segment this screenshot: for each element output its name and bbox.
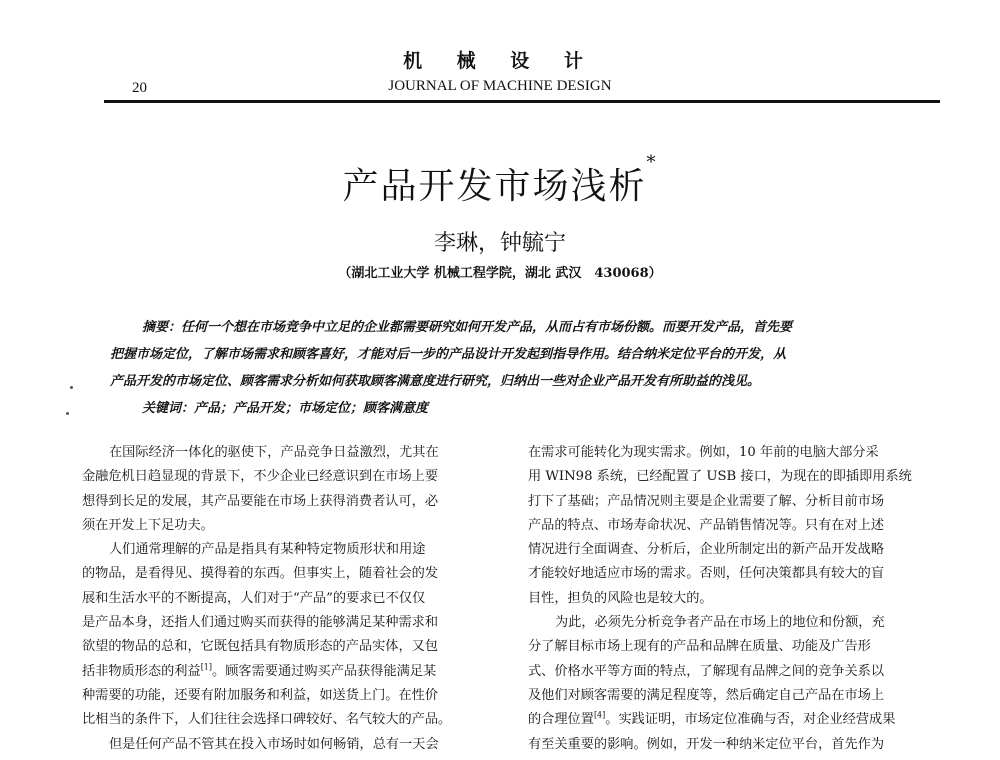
abstract-line: 摘要：任何一个想在市场竞争中立足的企业都需要研究如何开发产品，从而占有市场份额。而要开发产品，首先要 [142,320,793,335]
text-line: 打下了基础；产品情况则主要是企业需要了解、分析目前市场 [528,493,885,509]
text-line: 产品的特点、市场寿命状况、产品销售情况等。只有在对上述 [528,517,885,533]
text-line: 才能较好地适应市场的需求。否则，任何决策都具有较大的盲 [528,566,885,582]
header-rule [104,100,940,103]
body-column-right [528,441,912,757]
text-line: 式、价格水平等方面的特点，了解现有品牌之间的竞争关系以 [528,663,885,679]
abstract-line: 把握市场定位，了解市场需求和顾客喜好，才能对后一步的产品设计开发起到指导作用。结合纳米定位平台的开发，从 [110,347,787,362]
article-title [0,152,1000,209]
text-line: 用 WIN98 系统，已经配置了 USB 接口，为现在的即插即用系统 [528,469,912,485]
text-line: 须在开发上下足功夫。 [82,517,214,533]
text-line: 目性，担负的风险也是较大的。 [528,590,713,606]
page-number: 20 [132,80,147,96]
text-line [82,660,451,684]
text-line: 比相当的条件下，人们往往会选择口碑较好、名气较大的产品。 [82,712,452,728]
text-span: 。实践证明，市场定位准确与否，对企业经营成果 [605,712,896,728]
body-column-left [82,441,451,757]
text-line: 分了解目标市场上现有的产品和品牌在质量、功能及广告形 [528,639,871,655]
journal-name-english: JOURNAL OF MACHINE DESIGN [388,78,612,94]
abstract-line: 产品开发的市场定位、顾客需求分析如何获取顾客满意度进行研究，归纳出一些对企业产品开发有所助益的浅见。 [110,374,761,389]
text-line: 情况进行全面调查、分析后，企业所制定出的新产品开发战略 [528,542,885,558]
keywords: 关键词：产品；产品开发；市场定位；顾客满意度 [142,401,429,416]
text-span: 的合理位置 [528,712,594,728]
title-footnote-mark: * [646,152,658,173]
text-span: 。顾客需要通过购买产品获得能满足某 [212,663,437,679]
text-line: 展和生活水平的不断提高，人们对于“产品”的要求已不仅仅 [82,590,426,606]
text-line: 为此，必须先分析竞争者产品在市场上的地位和份额，充 [555,615,885,631]
text-line: 但是任何产品不管其在投入市场时如何畅销，总有一天会 [109,736,439,752]
text-line: 想得到长足的发展，其产品要能在市场上获得消费者认可，必 [82,493,439,509]
scan-speck [66,412,69,415]
text-line: 的物品，是看得见、摸得着的东西。但事实上，随着社会的发 [82,566,439,582]
affiliation: （湖北工业大学 机械工程学院，湖北 武汉 430068） [338,266,662,281]
journal-name-chinese: 机 械 设 计 [403,50,597,72]
text-line: 种需要的功能，还要有附加服务和利益，如送货上门。在性价 [82,687,439,703]
text-line: 是产品本身，还指人们通过购买而获得的能够满足某种需求和 [82,615,439,631]
text-line: 人们通常理解的产品是指具有某种特定物质形状和用途 [109,542,426,558]
text-line: 金融危机日趋显现的背景下，不少企业已经意识到在市场上要 [82,469,439,485]
scan-speck [70,386,73,389]
citation-4: [4] [593,710,606,720]
text-line: 在国际经济一体化的驱使下，产品竞争日益激烈，尤其在 [109,445,439,460]
citation-1: [1] [200,662,213,672]
title-text: 产品开发市场浅析 [342,166,647,207]
text-line: 在需求可能转化为现实需求。例如，10 年前的电脑大部分采 [528,445,879,460]
text-span: 括非物质形态的利益 [82,663,201,679]
authors: 李琳，钟毓宁 [433,231,566,256]
text-line [528,708,912,732]
text-line: 欲望的物品的总和，它既包括具有物质形态的产品实体，又包 [82,639,439,655]
text-line: 及他们对顾客需要的满足程度等，然后确定自己产品在市场上 [528,687,885,703]
text-line: 有至关重要的影响。例如，开发一种纳米定位平台，首先作为 [528,736,885,752]
